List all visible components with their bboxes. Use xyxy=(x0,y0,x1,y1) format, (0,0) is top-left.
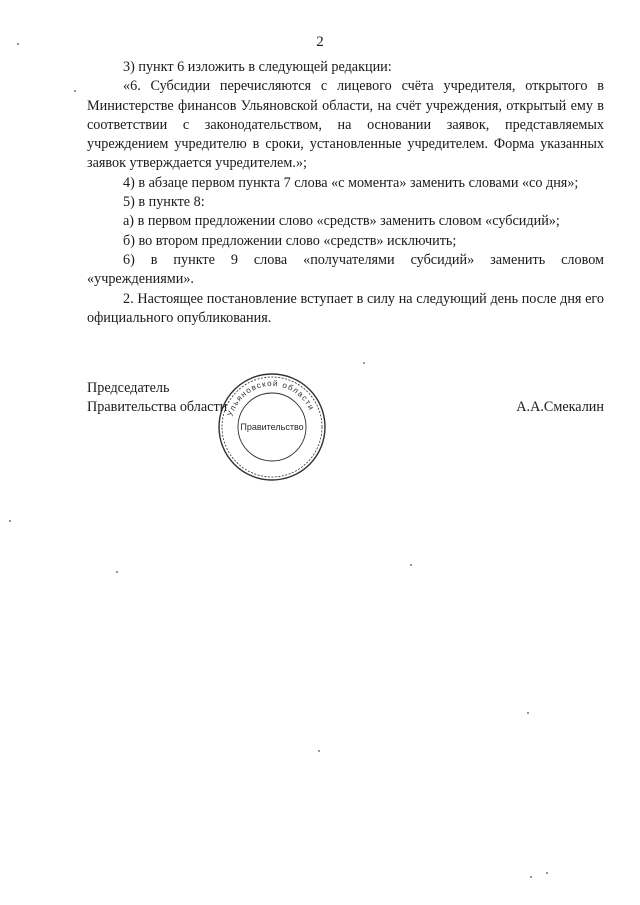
scan-speck xyxy=(530,876,532,878)
paragraph-item-5a: а) в первом предложении слово «средств» заменить словом «субсидий»; xyxy=(123,213,560,230)
paragraph-item-3: 3) пункт 6 изложить в следующей редакции: xyxy=(123,59,392,75)
paragraph-item-6: 6) в пункте 9 слова «получателями субсидий» заменить словом «учреждениями». xyxy=(87,251,604,288)
paragraph-item-5b: б) во втором предложении слово «средств» исключить; xyxy=(123,232,457,249)
seal-center-text: Правительство xyxy=(240,422,304,432)
scan-speck xyxy=(116,571,118,573)
paragraph-item-6-text: «6. Субсидии перечисляются с лицевого счёта учредителя, открытого в Министерстве финансов Ульяновской области, на счёт учреждения, открытый ему в соответствии с законодательством, на основании заявок, представляемых учреждением учредителю в сроки, установленные учредителем. Форма указанных заявок утверждается учредителем.»; xyxy=(87,78,604,172)
paragraph-item-4: 4) в абзаце первом пункта 7 слова «с момента» заменить словами «со дня»; xyxy=(123,174,579,191)
scan-speck xyxy=(17,43,19,45)
scan-speck xyxy=(74,90,76,92)
scan-speck xyxy=(9,520,11,522)
scan-speck xyxy=(318,750,320,752)
page-number: 2 xyxy=(316,34,324,50)
official-seal xyxy=(216,371,328,483)
signatory-title-line2: Правительства области xyxy=(87,399,228,416)
signatory-title-line1: Председатель xyxy=(87,380,170,396)
signatory-title xyxy=(87,379,227,418)
paragraph-item-5: 5) в пункте 8: xyxy=(123,194,205,211)
document-body xyxy=(87,58,604,328)
scan-speck xyxy=(410,564,412,566)
seal-ring-text: Ульяновской области xyxy=(225,378,317,418)
scan-speck xyxy=(527,712,529,714)
signatory-name: А.А.Смекалин xyxy=(516,399,604,415)
paragraph-effective-date: 2. Настоящее постановление вступает в силу на следующий день после дня его официального опубликования. xyxy=(87,290,604,326)
scan-speck xyxy=(363,362,365,364)
scan-speck xyxy=(546,872,548,874)
